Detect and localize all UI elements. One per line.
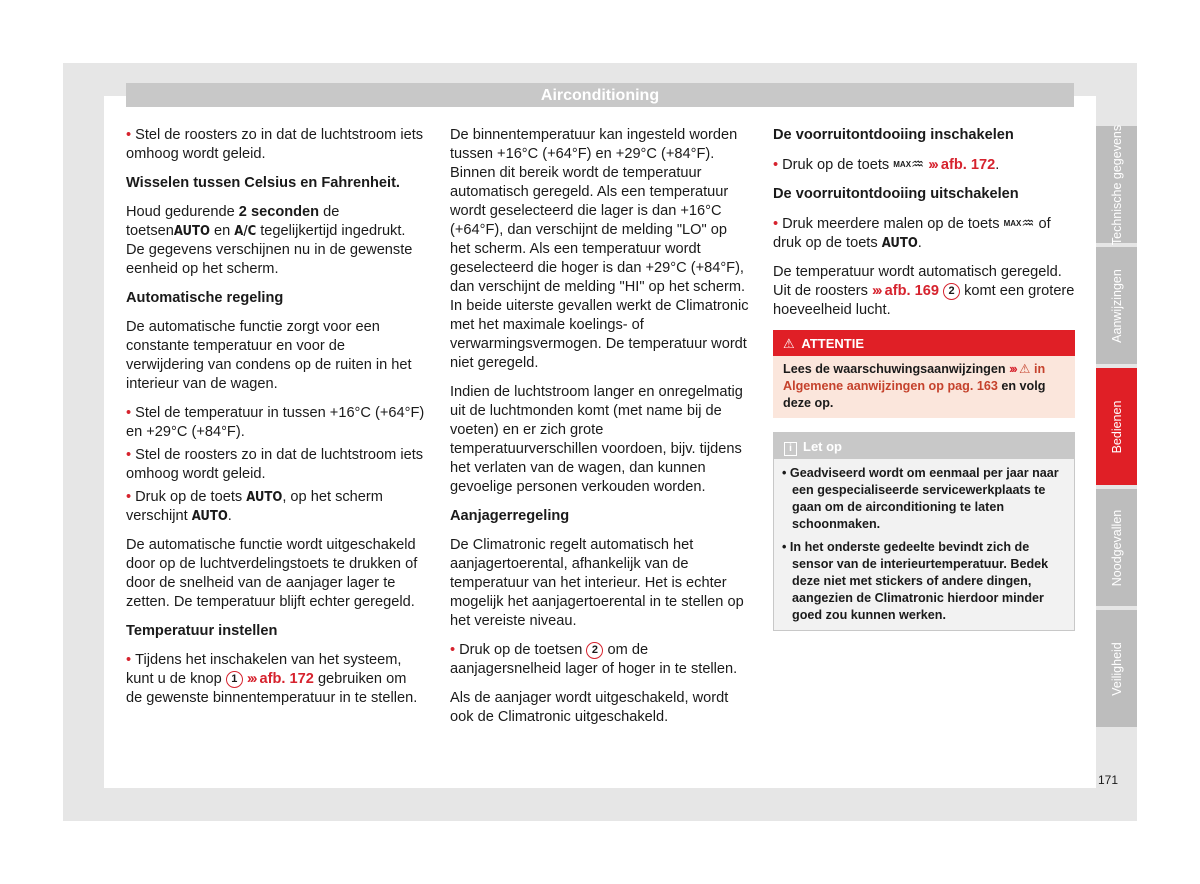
tab-bedienen[interactable]: Bedienen	[1096, 368, 1137, 485]
note-box	[773, 432, 1075, 631]
heading-defrost-on: De voorruitontdooiing inschakelen	[773, 127, 1014, 143]
bullet-temp: • Stel de temperatuur in tussen +16°C (+64°F) en +29°C (+84°F).	[126, 404, 426, 442]
heading-auto: Automatische regeling	[126, 290, 284, 306]
bullet-defrost-on: • Druk op de toets MAX♒ ››› afb. 172.	[773, 155, 1075, 175]
heading-celsius: Wisselen tussen Celsius en Fahrenheit.	[126, 175, 400, 191]
bullet-fan: • Druk op de toetsen 2 om de aanjagersnelheid lager of hoger in te stellen.	[450, 641, 750, 679]
windshield-icon: ♒	[911, 157, 925, 173]
ac-key-icon: A/C	[234, 224, 257, 239]
paragraph-draft: Indien de luchtstroom langer en onregelmatig uit de luchtmonden komt (met name bij de voeten) en er zich grote temperatuurverschillen voordoen, bijv. tijdens het verlaten van de wagen, dan kunnen gevoelige personen verkouden worden.	[450, 384, 743, 495]
bullet-roosters-2: • Stel de roosters zo in dat de luchtstroom iets omhoog wordt geleid.	[126, 446, 426, 484]
callout-number: 2	[586, 642, 603, 659]
callout-number: 1	[226, 671, 243, 688]
section-header: Airconditioning	[126, 83, 1074, 107]
tab-technische-gegevens[interactable]: Technische gegevens	[1096, 126, 1137, 243]
note-item: • Geadviseerd wordt om eenmaal per jaar naar een gespecialiseerde servicewerkplaats te gaan om de airconditioning te laten schoonmaken.	[782, 466, 1059, 531]
max-defrost-icon: MAX	[893, 160, 912, 169]
auto-key-icon: AUTO	[881, 236, 918, 251]
page-number: 171	[1098, 773, 1119, 787]
paragraph-celsius: Houd gedurende 2 seconden de toetsenAUTO en A/C tegelijkertijd ingedrukt. De gegevens verschijnen nu in de gewenste eenheid op het scherm.	[126, 204, 413, 277]
heading-defrost-off: De voorruitontdooiing uitschakelen	[773, 186, 1019, 202]
max-defrost-icon: MAX	[1003, 219, 1022, 228]
tab-aanwijzingen[interactable]: Aanwijzingen	[1096, 247, 1137, 364]
warning-triangle-icon: ⚠	[783, 336, 795, 351]
bullet-temp-set: • Tijdens het inschakelen van het systeem, kunt u de knop 1 ››› afb. 172 gebruiken om de gewenste binnentemperatuur in te stellen.	[126, 651, 426, 708]
warning-body: Lees de waarschuwingsaanwijzingen ››› ⚠ in Algemene aanwijzingen op pag. 163 en volg deze op.	[773, 356, 1075, 418]
note-item: • In het onderste gedeelte bevindt zich de sensor van de interieurtemperatuur. Bedek deze niet met stickers of andere dingen, aangezien de Climatronic hierdoor minder goed zou kunnen werken.	[782, 540, 1049, 622]
bullet-defrost-off: • Druk meerdere malen op de toets MAX♒ of druk op de toets AUTO.	[773, 214, 1075, 253]
tab-noodgevallen[interactable]: Noodgevallen	[1096, 489, 1137, 606]
callout-number: 2	[943, 283, 960, 300]
figure-link[interactable]: afb. 172	[259, 671, 314, 687]
figure-link[interactable]: afb. 172	[940, 157, 996, 173]
column-2	[450, 126, 750, 737]
figure-link[interactable]: afb. 169	[884, 283, 939, 299]
paragraph-off: De automatische functie wordt uitgeschakeld door op de luchtverdelingstoets te drukken of door de snelheid van de aanjager lager te zetten. De temperatuur blijft echter geregeld.	[126, 537, 418, 610]
heading-fan: Aanjagerregeling	[450, 508, 570, 524]
warning-box	[773, 330, 1075, 418]
warning-header: ⚠ ATTENTIE	[773, 330, 1075, 356]
warning-link[interactable]: in Algemene aanwijzingen op pag. 163	[783, 362, 1046, 393]
tab-veiligheid[interactable]: Veiligheid	[1096, 610, 1137, 727]
auto-display-text: AUTO	[191, 509, 228, 524]
paragraph-fan: De Climatronic regelt automatisch het aanjagertoerental, afhankelijk van de temperatuur van het interieur. Het is echter mogelijk het aanjagertoerental in te stellen op het vereiste niveau.	[450, 537, 744, 629]
bullet-auto: • Druk op de toets AUTO, op het scherm verschijnt AUTO.	[126, 488, 426, 526]
note-body	[774, 459, 1074, 630]
auto-key-icon: AUTO	[246, 490, 283, 505]
paragraph-defrost: De temperatuur wordt automatisch geregeld. Uit de roosters ››› afb. 169 2 komt een grotere hoeveelheid lucht.	[773, 264, 1075, 318]
info-icon: i	[784, 442, 797, 456]
column-3	[773, 126, 1075, 631]
auto-key-icon: AUTO	[173, 224, 210, 239]
ref-arrow: ›››	[871, 283, 881, 299]
heading-temp: Temperatuur instellen	[126, 623, 278, 639]
note-header: i Let op	[774, 433, 1074, 459]
paragraph-auto: De automatische functie zorgt voor een constante temperatuur en voor de verwijdering van condens op de ruiten in het interieur van de wagen.	[126, 319, 412, 392]
paragraph-fan-off: Als de aanjager wordt uitgeschakeld, wordt ook de Climatronic uitgeschakeld.	[450, 690, 729, 725]
windshield-icon: ♒	[1021, 216, 1035, 232]
ref-arrow: ›››	[928, 157, 937, 173]
ref-arrow: ›››	[246, 671, 256, 687]
warning-triangle-icon: ⚠	[1019, 362, 1031, 376]
paragraph-range: De binnentemperatuur kan ingesteld worden tussen +16°C (+64°F) en +29°C (+84°F). Binnen dit bereik wordt de temperatuur automatisch geregeld. Als een temperatuur wordt geselecteerd die lager is dan +16°C (+64°F), dan verschijnt de melding "LO" op het scherm. Als een temperatuur wordt geselecteerd die hoger is dan +29°C (+84°F), dan verschijnt de melding "HI" op het scherm. In beide uiterste gevallen werkt de Climatronic met het maximale koelings- of verwarmingsvermogen. De temperatuur wordt niet geregeld.	[450, 127, 749, 371]
bullet-roosters: • Stel de roosters zo in dat de luchtstroom iets omhoog wordt geleid.	[126, 126, 426, 164]
ref-arrow: ›››	[1009, 362, 1016, 376]
column-1	[126, 126, 426, 718]
